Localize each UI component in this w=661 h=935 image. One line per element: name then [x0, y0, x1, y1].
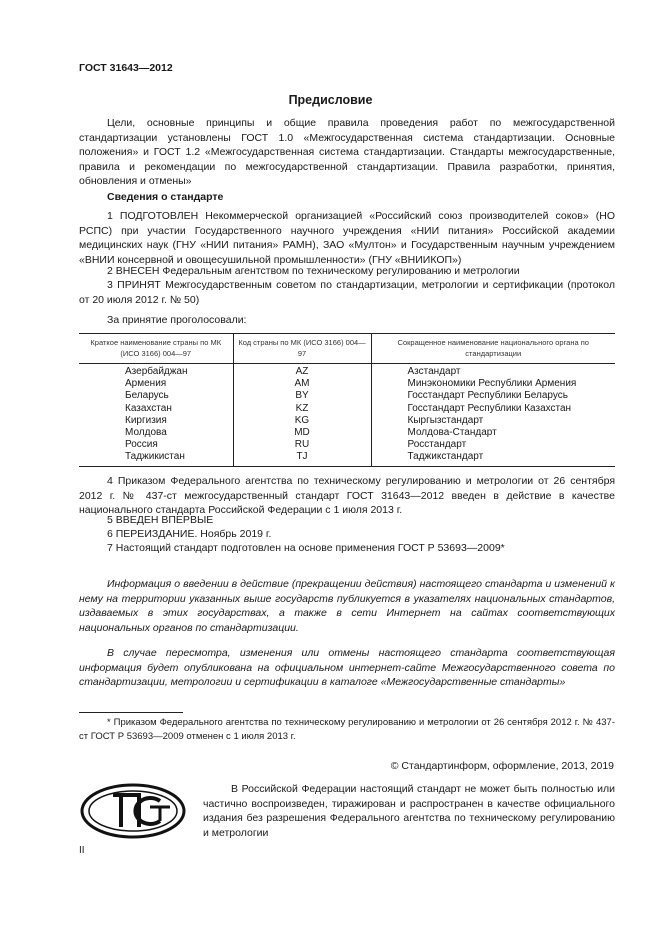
code-cell: RU: [233, 439, 371, 451]
item-2: 2 ВНЕСЕН Федеральным агентством по техническому регулированию и метрологии: [107, 265, 520, 277]
header-organ: Сокращенное наименование национального органа по стандартизации: [371, 334, 615, 364]
organ-cell: Таджикстандарт: [371, 451, 615, 466]
notice-paragraph-2: В случае пересмотра, изменения или отмены настоящего стандарта соответствующая информация будет опубликована на официальном интернет-сайте Межгосударственного совета по стандартизации, метрологии и сертификации в каталоге «Межгосударственные стандарты»: [79, 647, 615, 688]
organ-cell: Росстандарт: [371, 439, 615, 451]
country-cell: Казахстан: [125, 402, 172, 414]
page-title: Предисловие: [288, 93, 373, 107]
rights-notice: В Российской Федерации настоящий стандарт не может быть полностью или частично воспроизведен, тиражирован и распространен в качестве официального издания без разрешения Федерального агентства по техническому регулированию и метрологии: [203, 783, 615, 839]
vote-label: За принятие проголосовали:: [107, 314, 247, 326]
table-row: [79, 364, 615, 379]
organ-cell: Госстандарт Республики Казахстан: [371, 403, 615, 415]
page-number: II: [79, 845, 85, 856]
code-cell: KG: [233, 415, 371, 427]
code-cell: BY: [233, 390, 371, 402]
country-cell: Россия: [125, 439, 158, 451]
country-cell: Таджикистан: [79, 451, 233, 466]
organ-cell: Кыргызстандарт: [371, 415, 615, 427]
notice-paragraph-1: Информация о введении в действие (прекращении действия) настоящего стандарта и изменений к нему на территории указанных выше государств публикуется в указателях национальных стандартов, издаваемых в этих государствах, а также в сети Интернет на сайтах соответствующих национальных органов по стандартизации.: [79, 578, 615, 634]
intro-paragraph: Цели, основные принципы и общие правила проведения работ по межгосударственной стандартизации установлены ГОСТ 1.0 «Межгосударственная система стандартизации. Основные положения» и ГОСТ 1.2 «Межгосударственная система стандартизации. Стандарты межгосударственные, правила и рекомендации по межгосударственной стандартизации. Правила разработки, принятия, обновления и отмены»: [79, 117, 615, 187]
organ-cell: Молдова-Стандарт: [371, 427, 615, 439]
item-6: 6 ПЕРЕИЗДАНИЕ. Ноябрь 2019 г.: [107, 528, 272, 540]
table-row: [79, 390, 615, 402]
item-3: 3 ПРИНЯТ Межгосударственным советом по стандартизации, метрологии и сертификации (протокол от 20 июля 2012 г. № 50): [79, 279, 615, 306]
table-row: [79, 378, 615, 390]
info-heading: Сведения о стандарте: [107, 191, 224, 203]
copyright-line: © Стандартинформ, оформление, 2013, 2019: [390, 760, 614, 772]
table-row: [79, 403, 615, 415]
organ-cell: Госстандарт Республики Беларусь: [371, 390, 615, 402]
country-cell: Азербайджан: [125, 366, 188, 377]
country-cell: Армения: [125, 378, 167, 390]
code-cell: AM: [233, 378, 371, 390]
table-row: [79, 415, 615, 427]
item-1: 1 ПОДГОТОВЛЕН Некоммерческой организацией «Российский союз производителей соков» (НО РСПС) при участии Государственного научного учреждения «НИИ питания» Российской академии медицинских наук (ГНУ «НИИ питания» РАМН), ЗАО «Мултон» и Государственным научным учреждением «ВНИИ консервной и овощесушильной промышленности» (ГНУ «ВНИИКОП»): [79, 210, 615, 266]
code-cell: KZ: [233, 403, 371, 415]
country-cell: Беларусь: [125, 390, 169, 402]
organ-cell: Минэкономики Республики Армения: [371, 378, 615, 390]
country-cell: Молдова: [125, 427, 167, 439]
item-7: 7 Настоящий стандарт подготовлен на основе применения ГОСТ Р 53693—2009*: [107, 542, 505, 554]
table-row: [79, 427, 615, 439]
table-header-row: [79, 334, 615, 364]
header-country: Краткое наименование страны по МК (ИСО 3166) 004—97: [79, 334, 233, 364]
item-4: 4 Приказом Федерального агентства по техническому регулированию и метрологии от 26 сентября 2012 г. № 437-ст межгосударственный стандарт ГОСТ 31643—2012 введен в действие в качестве национального стандарта Российской Федерации с 1 июля 2013 г.: [79, 475, 615, 516]
gost-r-logo-icon: [80, 783, 186, 839]
table-row: [79, 439, 615, 451]
table-row: [79, 451, 615, 466]
footnote-divider: [79, 712, 183, 713]
footnote: * Приказом Федерального агентства по техническому регулированию и метрологии от 26 сентября 2012 г. № 437-ст ГОСТ Р 53693—2009 отменен с 1 июля 2013 г.: [79, 717, 615, 742]
country-cell: Киргизия: [125, 414, 167, 426]
document-header: ГОСТ 31643—2012: [79, 62, 173, 74]
countries-table: [79, 333, 615, 467]
header-code: Код страны по МК (ИСО 3166) 004—97: [233, 334, 371, 364]
item-5: 5 ВВЕДЕН ВПЕРВЫЕ: [107, 514, 214, 526]
code-cell: MD: [233, 427, 371, 439]
code-cell: AZ: [233, 364, 371, 379]
organ-cell: Азстандарт: [371, 364, 615, 379]
code-cell: TJ: [233, 451, 371, 466]
